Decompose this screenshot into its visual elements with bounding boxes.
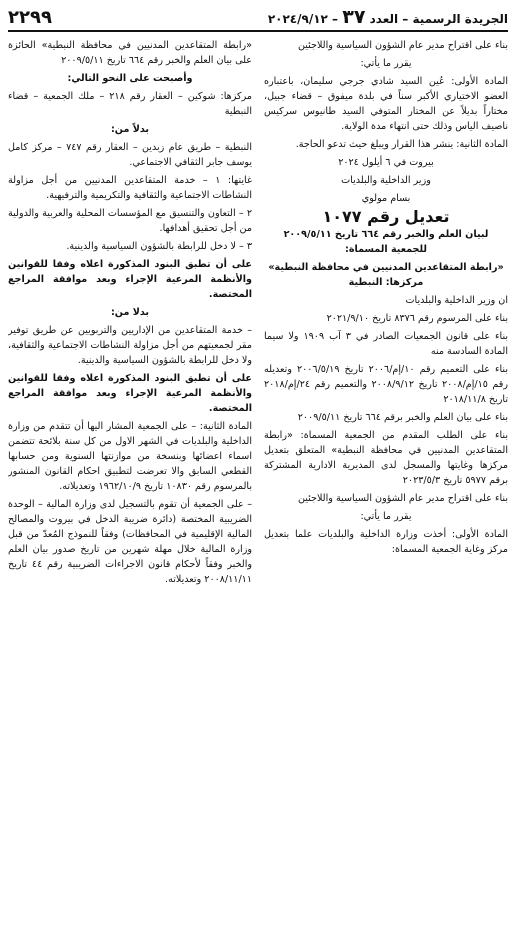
signature-title: وزير الداخلية والبلديات	[341, 175, 431, 186]
association-name: «رابطة المتقاعدين المدنيين في محافظة النبطية» مركزها: النبطية	[268, 262, 504, 288]
paragraph: بناء على التعميم رقم ١٠/إم/٢٠٠٦ تاريخ ٢٠٠٦/٥/١٩ وتعديله رقم ١٥/إم/٢٠٠٨ تاريخ ٢٠٠٨/٩/١٢ والتعميم رقم ٢٤/إم/٢٠١٨ تاريخ ٢٠١٨/١١/٨	[264, 364, 508, 405]
article-two: المادة الثانية: – على الجمعية المشار اليها أن تتقدم من وزارة الداخلية والبلديات في الشهر الاول من كل سنة بلائحة تتضمن اسماء اعضائها وبنسخة من موازنتها السنوية ومن حسابها القطعي السابق والا تعرضت لتطبيق احكام القانون المنشور بالمرسوم رقم ١٠٨٣٠ تاريخ ١٩٦٢/١٠/٩ وتعديلاته.	[8, 421, 252, 492]
body-columns	[8, 38, 508, 926]
paragraph: بناء على قانون الجمعيات الصادر في ٣ آب ١٩٠٩ ولا سيما المادة السادسة منه	[264, 331, 508, 357]
header-title: الجريدة الرسمية – العدد ٣٧ – ٢٠٢٤/٩/١٢	[267, 6, 508, 28]
paragraph: بناء على الطلب المقدم من الجمعية المسماة: «رابطة المتقاعدين المدنيين في محافظة النبطية» المتعلق بتعديل مركزها وغايتها والمسجل لدى المديرية الادارية المشتركة برقم ٥٩٧٧ تاريخ ٢٠٢٣/٥/٣	[264, 430, 508, 486]
left-column	[8, 38, 252, 926]
issue-date: ٢٠٢٤/٩/١٢	[267, 12, 328, 26]
page-header	[8, 4, 508, 32]
article-two: المادة الثانية: ينشر هذا القرار ويبلغ حيث تدعو الحاجة.	[295, 139, 508, 150]
paragraph: بناء على المرسوم رقم ٨٣٧٦ تاريخ ٢٠٢١/٩/١٠	[326, 313, 508, 324]
gazette-name: الجريدة الرسمية	[412, 12, 508, 26]
amendment-subtitle: لبيان العلم والخبر رقم ٦٦٤ تاريخ ٢٠٠٩/٥/١١ للجمعية المسماة:	[283, 229, 489, 255]
instead-heading: بدلاً من:	[110, 124, 150, 135]
goals-old: – خدمة المتقاعدين من الإداريين والتربويين عن طريق توفير مقر لجمعيتهم من أجل مزاولة النشاطات الاجتماعية والثقافية، ولا دخل للرابطة بالشؤون السياسية والدينية.	[8, 325, 252, 366]
right-column	[264, 38, 508, 926]
paragraph: بناء على بيان العلم والخبر برقم ٦٦٤ تاريخ ٢٠٠٩/٥/١١	[297, 412, 508, 423]
decides-heading: يقرر ما يأتي:	[360, 58, 412, 69]
issue-number: ٣٧	[342, 6, 366, 28]
paragraph: ان وزير الداخلية والبلديات	[405, 295, 508, 306]
article-one: المادة الأولى: أخذت وزارة الداخلية والبلديات علما بتعديل مركز وغاية الجمعية المسماة:	[264, 529, 508, 555]
became-heading: وأصبحت على النحو التالي:	[67, 73, 193, 84]
signature-place-date: بيروت في ٦ أيلول ٢٠٢٤	[338, 157, 434, 168]
article-one: المادة الأولى: عُين السيد شادي جرجي سليمان، باعتباره العضو الاختياري الأكبر سناً في بلدة ميفوق – قضاء جبيل، مختاراً بديلاً عن المختار المتوفي السيد طانيوس سركيس ناصيف الياس وذلك حتى انتهاء مدة الولاية.	[264, 76, 508, 132]
signature-name: بسام مولوي	[361, 193, 411, 204]
goal-item: ٢ – التعاون والتنسيق مع المؤسسات المحلية والعربية والدولية من أجل تحقيق أهدافها.	[8, 208, 252, 234]
paragraph: بناء على اقتراح مدير عام الشؤون السياسية واللاجئين	[297, 493, 508, 504]
condition-clause: على أن تطبق البنود المذكورة اعلاه وفقا للقوانين والأنظمة المرعية الإجراء وبعد موافقة المراجع المختصة.	[8, 373, 252, 414]
amendment-title: تعديل رقم ١٠٧٧	[322, 207, 450, 226]
issue-label: العدد	[369, 12, 399, 26]
paragraph: «رابطة المتقاعدين المدنيين في محافظة النبطية» الحائزة على بيان العلم والخبر رقم ٦٦٤ تاريخ ٢٠٠٩/٥/١١	[8, 40, 252, 66]
decides-heading: يقرر ما يأتي:	[360, 511, 412, 522]
tax-registration-clause: – على الجمعية أن تقوم بالتسجيل لدى وزارة المالية – الوحدة الضريبية المختصة (دائرة ضريبة الدخل في بيروت والمصالح المالية الإقليمية في المحافظات) وفقاً للنموذج المُعدّ من قبل وزارة المالية خلال مهلة شهرين من تاريخ صدور بيان العلم والخبر وفقاً لأحكام قانون الاجراءات الضريبية رقم ٤٤ تاريخ ٢٠٠٨/١١/١١ وتعديلاته.	[8, 499, 252, 585]
paragraph: بناء على اقتراح مدير عام الشؤون السياسية واللاجئين	[297, 40, 508, 51]
seat-old: النبطية – طريق عام زبدين – العقار رقم ٧٤٧ – مركز كامل يوسف جابر الثقافي الاجتماعي.	[8, 142, 252, 168]
seat-new: مركزها: شوكين – العقار رقم ٢١٨ – ملك الجمعية – قضاء النبطية	[8, 91, 252, 117]
goals-new: غايتها: ١ – خدمة المتقاعدين المدنيين من أجل مزاولة النشاطات الاجتماعية والثقافية والتكريمية والترفيهية.	[8, 175, 252, 201]
page-number: ٢٢٩٩	[8, 7, 52, 28]
goal-item: ٣ – لا دخل للرابطة بالشؤون السياسية والدينية.	[66, 241, 252, 252]
condition-clause: على أن تطبق البنود المذكورة اعلاه وفقا للقوانين والأنظمة المرعية الإجراء وبعد موافقة المراجع المختصة.	[8, 259, 252, 300]
instead-heading: بدلا من:	[110, 307, 150, 318]
